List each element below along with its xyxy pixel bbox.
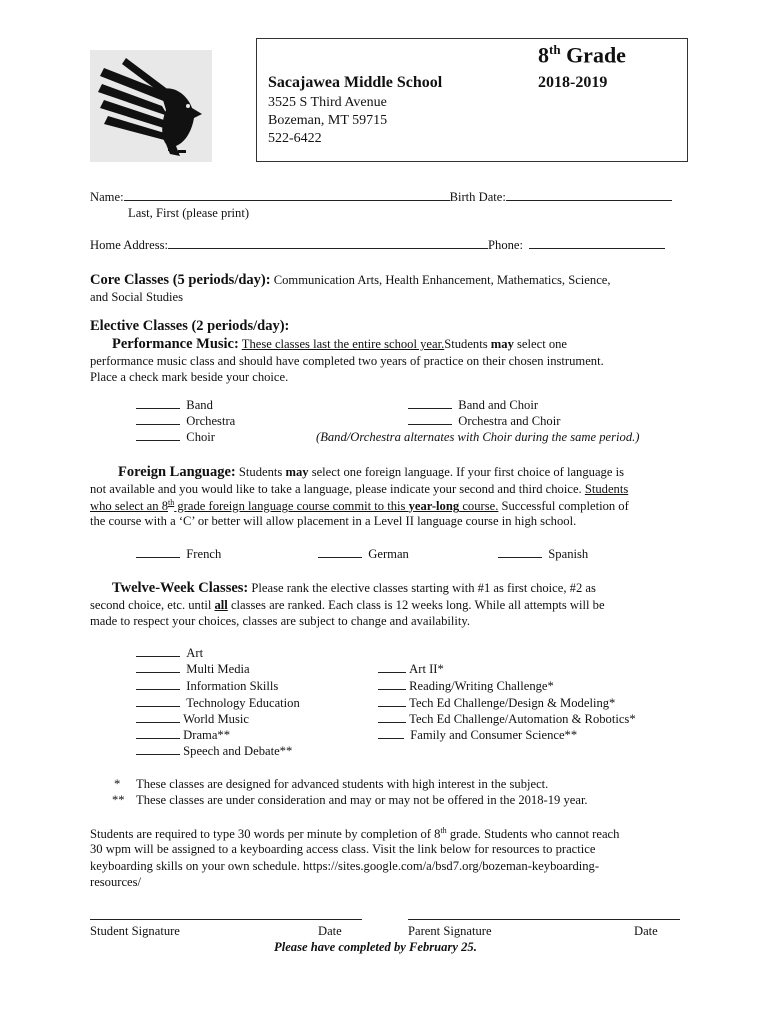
grade-number: 8 bbox=[538, 42, 549, 68]
twelve-week-text-2b: classes are ranked. Each class is 12 weeks long. While all attempts will be bbox=[227, 598, 605, 612]
language-option-spanish[interactable] bbox=[498, 547, 588, 562]
music-option-band-and-choir[interactable] bbox=[408, 398, 538, 413]
keyboarding-line-2: 30 wpm will be assigned to a keyboarding access class. Visit the link below for resources to practice bbox=[90, 842, 596, 856]
name-row bbox=[90, 190, 672, 205]
birth-date-label: Birth Date: bbox=[449, 190, 506, 204]
deadline-note: Please have completed by February 25. bbox=[274, 940, 477, 954]
rank-line[interactable] bbox=[378, 679, 406, 690]
option-label: Information Skills bbox=[186, 679, 279, 693]
rank-line[interactable] bbox=[378, 712, 406, 723]
grade-suffix: th bbox=[549, 42, 561, 57]
foreign-text-3sup: th bbox=[168, 498, 175, 507]
music-may: may bbox=[490, 337, 514, 351]
music-option-band[interactable] bbox=[136, 398, 213, 413]
twelve-week-line-3: made to respect your choices, classes are subject to change and availability. bbox=[90, 614, 470, 628]
class-option-reading-writing[interactable] bbox=[378, 679, 554, 694]
class-option-technology-education[interactable] bbox=[136, 696, 300, 711]
keyboarding-text-1a: Students are required to type 30 words per minute by completion of 8 bbox=[90, 827, 441, 842]
class-option-world-music[interactable] bbox=[136, 712, 249, 727]
checkbox-line[interactable] bbox=[136, 414, 180, 425]
checkbox-line[interactable] bbox=[498, 547, 542, 558]
class-option-multi-media[interactable] bbox=[136, 662, 250, 677]
class-option-art[interactable] bbox=[136, 646, 203, 661]
class-option-family-consumer[interactable] bbox=[378, 728, 577, 743]
grade-title bbox=[538, 42, 626, 68]
name-field[interactable] bbox=[124, 190, 450, 201]
keyboarding-text-1b: grade. Students who cannot reach bbox=[446, 827, 620, 842]
class-option-speech-debate[interactable] bbox=[136, 744, 292, 759]
language-option-german[interactable] bbox=[318, 547, 409, 562]
option-label: Spanish bbox=[548, 547, 589, 561]
foreign-line-1 bbox=[118, 464, 624, 481]
rank-line[interactable] bbox=[378, 662, 406, 673]
twelve-week-heading: Twelve-Week Classes: bbox=[112, 580, 249, 596]
music-alternate-note: (Band/Orchestra alternates with Choir during the same period.) bbox=[316, 430, 640, 444]
foreign-may: may bbox=[285, 465, 309, 479]
option-label: Band bbox=[186, 398, 213, 412]
foreign-text-1a: Students bbox=[238, 465, 286, 479]
option-label: Orchestra bbox=[186, 414, 236, 428]
foreign-text-3u2: grade foreign language course commit to this bbox=[174, 499, 409, 514]
student-signature-label: Student Signature bbox=[90, 924, 180, 938]
class-option-information-skills[interactable] bbox=[136, 679, 278, 694]
option-label: World Music bbox=[183, 712, 249, 726]
music-text-2: select one bbox=[513, 337, 568, 351]
foreign-text-3u3: course. bbox=[459, 499, 499, 514]
checkbox-line[interactable] bbox=[136, 398, 180, 409]
class-option-art-ii[interactable] bbox=[378, 662, 444, 677]
music-option-choir[interactable] bbox=[136, 430, 215, 445]
foreign-year-long: year-long bbox=[408, 499, 460, 514]
school-logo bbox=[90, 50, 212, 162]
school-year: 2018-2019 bbox=[538, 74, 608, 91]
foreign-line-3 bbox=[90, 498, 629, 514]
rank-line[interactable] bbox=[136, 646, 180, 657]
grade-word: Grade bbox=[566, 42, 626, 68]
footnote-text-2: These classes are under consideration and may or may not be offered in the 2018-19 year. bbox=[136, 793, 588, 807]
checkbox-line[interactable] bbox=[136, 430, 180, 441]
parent-signature-line[interactable] bbox=[408, 919, 680, 920]
option-label: Technology Education bbox=[186, 696, 300, 710]
option-label: Drama** bbox=[183, 728, 231, 742]
name-hint: Last, First (please print) bbox=[128, 206, 250, 220]
core-heading: Core Classes (5 periods/day): bbox=[90, 272, 271, 288]
footnote-mark-1: * bbox=[114, 777, 121, 791]
checkbox-line[interactable] bbox=[408, 414, 452, 425]
class-option-tech-robotics[interactable] bbox=[378, 712, 636, 727]
phone-field[interactable] bbox=[529, 238, 665, 249]
music-option-orchestra-and-choir[interactable] bbox=[408, 414, 560, 429]
school-name: Sacajawea Middle School bbox=[268, 74, 443, 91]
option-label: Tech Ed Challenge/Automation & Robotics* bbox=[409, 712, 636, 726]
name-label: Name: bbox=[90, 190, 124, 204]
address-line-1: 3525 S Third Avenue bbox=[268, 95, 387, 110]
option-label: Band and Choir bbox=[458, 398, 539, 412]
address-line-2: Bozeman, MT 59715 bbox=[268, 113, 388, 128]
rank-line[interactable] bbox=[136, 744, 180, 755]
option-label: French bbox=[186, 547, 222, 561]
checkbox-line[interactable] bbox=[318, 547, 362, 558]
keyboarding-line-1 bbox=[90, 826, 619, 842]
keyboarding-line-3[interactable]: keyboarding skills on your own schedule. https://sites.google.com/a/bsd7.org/bozeman-keyboarding- bbox=[90, 859, 600, 873]
footnote-text-1: These classes are designed for advanced students with high interest in the subject. bbox=[136, 777, 549, 791]
phone-label: Phone: bbox=[488, 238, 523, 252]
elective-heading: Elective Classes (2 periods/day): bbox=[90, 318, 290, 334]
checkbox-line[interactable] bbox=[136, 547, 180, 558]
foreign-line-2 bbox=[90, 482, 628, 497]
class-option-drama[interactable] bbox=[136, 728, 230, 743]
foreign-text-1b: select one foreign language. If your first choice of language is bbox=[308, 465, 624, 479]
option-label: Family and Consumer Science** bbox=[410, 728, 578, 742]
foreign-text-3b: Successful completion of bbox=[498, 499, 629, 514]
foreign-line-4: the course with a ‘C’ or better will allow placement in a Level II language course in high school. bbox=[90, 514, 577, 528]
footnote-mark-2: ** bbox=[112, 793, 125, 807]
music-text-1: Students bbox=[444, 337, 491, 351]
foreign-text-2a: not available and you would like to take a language, please indicate your second and third choice. bbox=[90, 482, 585, 496]
twelve-week-text-1: Please rank the elective classes starting with #1 as first choice, #2 as bbox=[251, 581, 596, 595]
parent-date-label: Date bbox=[634, 924, 658, 938]
rank-line[interactable] bbox=[378, 728, 404, 739]
option-label: Art II* bbox=[409, 662, 444, 676]
keyboarding-line-4[interactable]: resources/ bbox=[90, 875, 142, 889]
keyboarding-sup: th bbox=[440, 826, 447, 835]
option-label: Orchestra and Choir bbox=[458, 414, 561, 428]
foreign-text-3u1: who select an 8 bbox=[90, 499, 168, 514]
class-option-tech-design[interactable] bbox=[378, 696, 615, 711]
option-label: Reading/Writing Challenge* bbox=[409, 679, 554, 693]
option-label: Choir bbox=[186, 430, 215, 444]
music-line-3: Place a check mark beside your choice. bbox=[90, 370, 289, 384]
rank-line[interactable] bbox=[136, 728, 180, 739]
language-option-french[interactable] bbox=[136, 547, 221, 562]
rank-line[interactable] bbox=[136, 712, 180, 723]
address-row bbox=[90, 238, 665, 253]
option-label: Art bbox=[186, 646, 204, 660]
student-signature-line[interactable] bbox=[90, 919, 362, 920]
rank-line[interactable] bbox=[136, 696, 180, 707]
birth-date-field[interactable] bbox=[506, 190, 672, 201]
school-phone: 522-6422 bbox=[268, 131, 322, 146]
option-label: Speech and Debate** bbox=[183, 744, 293, 758]
core-text-1: Communication Arts, Health Enhancement, Mathematics, Science, bbox=[273, 273, 611, 287]
option-label: Multi Media bbox=[186, 662, 250, 676]
rank-line[interactable] bbox=[378, 696, 406, 707]
student-date-label: Date bbox=[318, 924, 342, 938]
twelve-week-text-2a: second choice, etc. until bbox=[90, 598, 215, 612]
home-address-field[interactable] bbox=[168, 238, 488, 249]
rank-line[interactable] bbox=[136, 662, 180, 673]
home-address-label: Home Address: bbox=[90, 238, 169, 252]
foreign-text-2u: Students bbox=[584, 482, 629, 496]
music-duration-note: These classes last the entire school year. bbox=[241, 337, 445, 351]
option-label: German bbox=[368, 547, 409, 561]
foreign-heading: Foreign Language: bbox=[118, 464, 236, 480]
hawk-mascot-icon bbox=[90, 50, 212, 162]
rank-line[interactable] bbox=[136, 679, 180, 690]
music-option-orchestra[interactable] bbox=[136, 414, 235, 429]
core-classes-line1 bbox=[90, 272, 611, 289]
parent-signature-label: Parent Signature bbox=[408, 924, 492, 938]
twelve-week-line-2 bbox=[90, 598, 605, 613]
music-heading: Performance Music: bbox=[112, 336, 239, 352]
music-line-2: performance music class and should have completed two years of practice on their chosen instrument. bbox=[90, 354, 604, 368]
core-text-2: and Social Studies bbox=[90, 290, 184, 304]
checkbox-line[interactable] bbox=[408, 398, 452, 409]
option-label: Tech Ed Challenge/Design & Modeling* bbox=[409, 696, 616, 710]
music-line-1 bbox=[112, 336, 567, 353]
twelve-week-line-1 bbox=[112, 580, 596, 597]
twelve-week-all: all bbox=[214, 598, 228, 612]
